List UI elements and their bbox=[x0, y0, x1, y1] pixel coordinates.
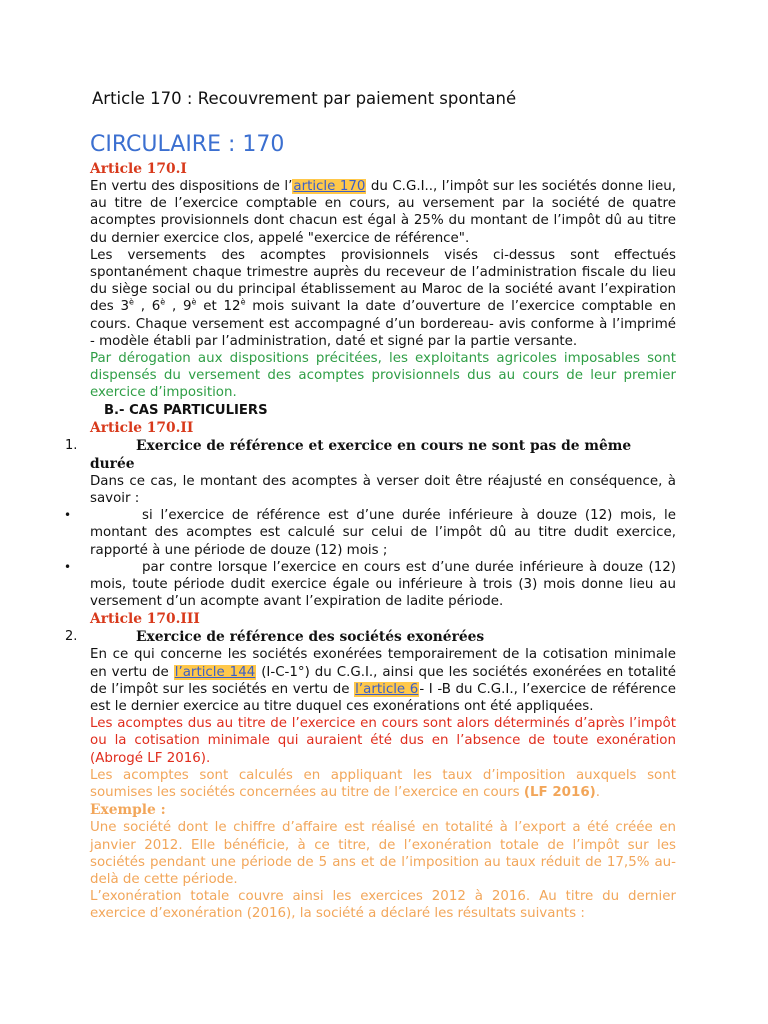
article-144-link[interactable]: l’article 144 bbox=[174, 664, 256, 680]
article-170-i-label: Article 170.I bbox=[90, 161, 187, 177]
circulaire-heading: CIRCULAIRE : 170 bbox=[90, 132, 285, 157]
lf-2016-tag: (LF 2016) bbox=[523, 785, 596, 801]
paragraph-abroge: Les acomptes dus au titre de l’exercice en cours sont alors déterminés d’après l’impôt ou la cotisation minimale qui auraient été dus en l’absence de toute exonération (Abrogé LF 2016). bbox=[90, 716, 676, 766]
article-170-iii-label: Article 170.III bbox=[90, 611, 200, 628]
paragraph-versements bbox=[90, 247, 676, 350]
paragraph-exoneration-totale: L’exonération totale couvre ainsi les exercices 2012 à 2016. Au titre du dernier exercice d’exonération (2016), la société a déclaré les résultats suivants : bbox=[90, 889, 676, 922]
text: En ce qui concerne les sociétés exonérées temporairement de la cotisation minimale en vertu de bbox=[90, 647, 676, 680]
text: , 6 bbox=[133, 299, 161, 315]
bullet: • bbox=[64, 559, 72, 574]
paragraph-exemple: Une société dont le chiffre d’affaire est réalisé en totalité à l’export a été créée en janvier 2012. Elle bénéficie, à ce titre, de l’exonération totale de l’impôt sur les sociétés pendant une période de 5 ans et de l’imposition au taux réduit de 17,5% au-delà de cette période. bbox=[90, 820, 676, 887]
paragraph-taux bbox=[90, 767, 676, 801]
heading-text: Exercice de référence et exercice en cours ne sont pas de même durée bbox=[90, 437, 632, 472]
list-item-text: si l’exercice de référence est d’une durée inférieure à douze (12) mois, le montant des acomptes est calculé sur celui de l’impôt dû au titre dudit exercice, rapporté à une période de douze (12) mois ; bbox=[90, 508, 676, 558]
article-170-link[interactable]: article 170 bbox=[293, 179, 366, 194]
text: (I-C-1°) du C.G.I., ainsi que les sociétés exonérées en totalité de l’impôt sur les sociétés en vertu de bbox=[90, 664, 677, 697]
exemple-heading: Exemple : bbox=[90, 802, 166, 819]
numbered-heading-2 bbox=[65, 628, 676, 646]
text: - I -B du C.G.I., l’exercice de référence est le dernier exercice au titre duquel ces exonérations ont été appliquées. bbox=[90, 681, 677, 715]
list-item bbox=[64, 559, 676, 611]
text: En vertu des dispositions de l’ bbox=[90, 179, 293, 194]
document-body bbox=[64, 160, 677, 923]
text: mois suivant la date d’ouverture de l’exercice comptable en cours. Chaque versement est accompagné d’un bordereau- avis conforme à l’imprimé - modèle établi par l’administration, daté et signé par la partie versante. bbox=[90, 299, 676, 349]
cas-particuliers-heading: B.- CAS PARTICULIERS bbox=[104, 402, 268, 418]
article-170-ii-label: Article 170.II bbox=[90, 419, 194, 436]
list-item bbox=[64, 507, 676, 559]
list-item-text: par contre lorsque l’exercice en cours est d’une durée inférieure à douze (12) mois, toute période dudit exercice égale ou inférieure à trois (3) mois donne lieu au versement d’un acompte avant l’expiration de ladite période. bbox=[90, 559, 676, 610]
text: , 9 bbox=[165, 299, 192, 315]
superscript: è bbox=[240, 297, 246, 307]
text: et 12 bbox=[196, 299, 241, 315]
paragraph-exonerees bbox=[90, 646, 676, 715]
text: . bbox=[595, 785, 601, 801]
superscript: è bbox=[191, 297, 197, 307]
article-6-link[interactable]: l’article 6 bbox=[355, 681, 419, 697]
superscript: è bbox=[160, 297, 166, 307]
heading-text: Exercice de référence des sociétés exonérées bbox=[136, 629, 485, 646]
text: Les acomptes sont calculés en appliquant les taux d’imposition auxquels sont soumises les sociétés concernées au titre de l’exercice en cours bbox=[90, 767, 676, 801]
paragraph-derogation: Par dérogation aux dispositions précitées, les exploitants agricoles imposables sont dispensés du versement des acomptes provisionnels dus au cours de leur premier exercice d’imposition. bbox=[90, 351, 676, 401]
list-number: 2. bbox=[65, 629, 78, 645]
list-number: 1. bbox=[65, 437, 78, 453]
numbered-heading-1 bbox=[65, 437, 676, 473]
superscript: è bbox=[129, 297, 134, 307]
text: du C.G.I.., l’impôt sur les sociétés donne lieu, au titre de l’exercice comptable en cours, au versement par la société de quatre acomptes provisionnels dont chacun est égal à 25% du montant de l’impôt dû au titre du dernier exercice clos, appelé "exercice de référence". bbox=[90, 179, 676, 246]
paragraph-acomptes-intro bbox=[90, 178, 676, 247]
page-title: Article 170 : Recouvrement par paiement spontané bbox=[92, 89, 517, 108]
bullet: • bbox=[64, 508, 72, 523]
text: Les versements des acomptes provisionnels visés ci-dessus sont effectués spontanément chaque trimestre auprès du receveur de l’administration fiscale du lieu du siège social ou du principal établissement au Maroc de la société avant l’expiration des 3 bbox=[90, 247, 676, 315]
paragraph-reajuste: Dans ce cas, le montant des acomptes à verser doit être réajusté en conséquence, à savoir : bbox=[90, 473, 676, 507]
